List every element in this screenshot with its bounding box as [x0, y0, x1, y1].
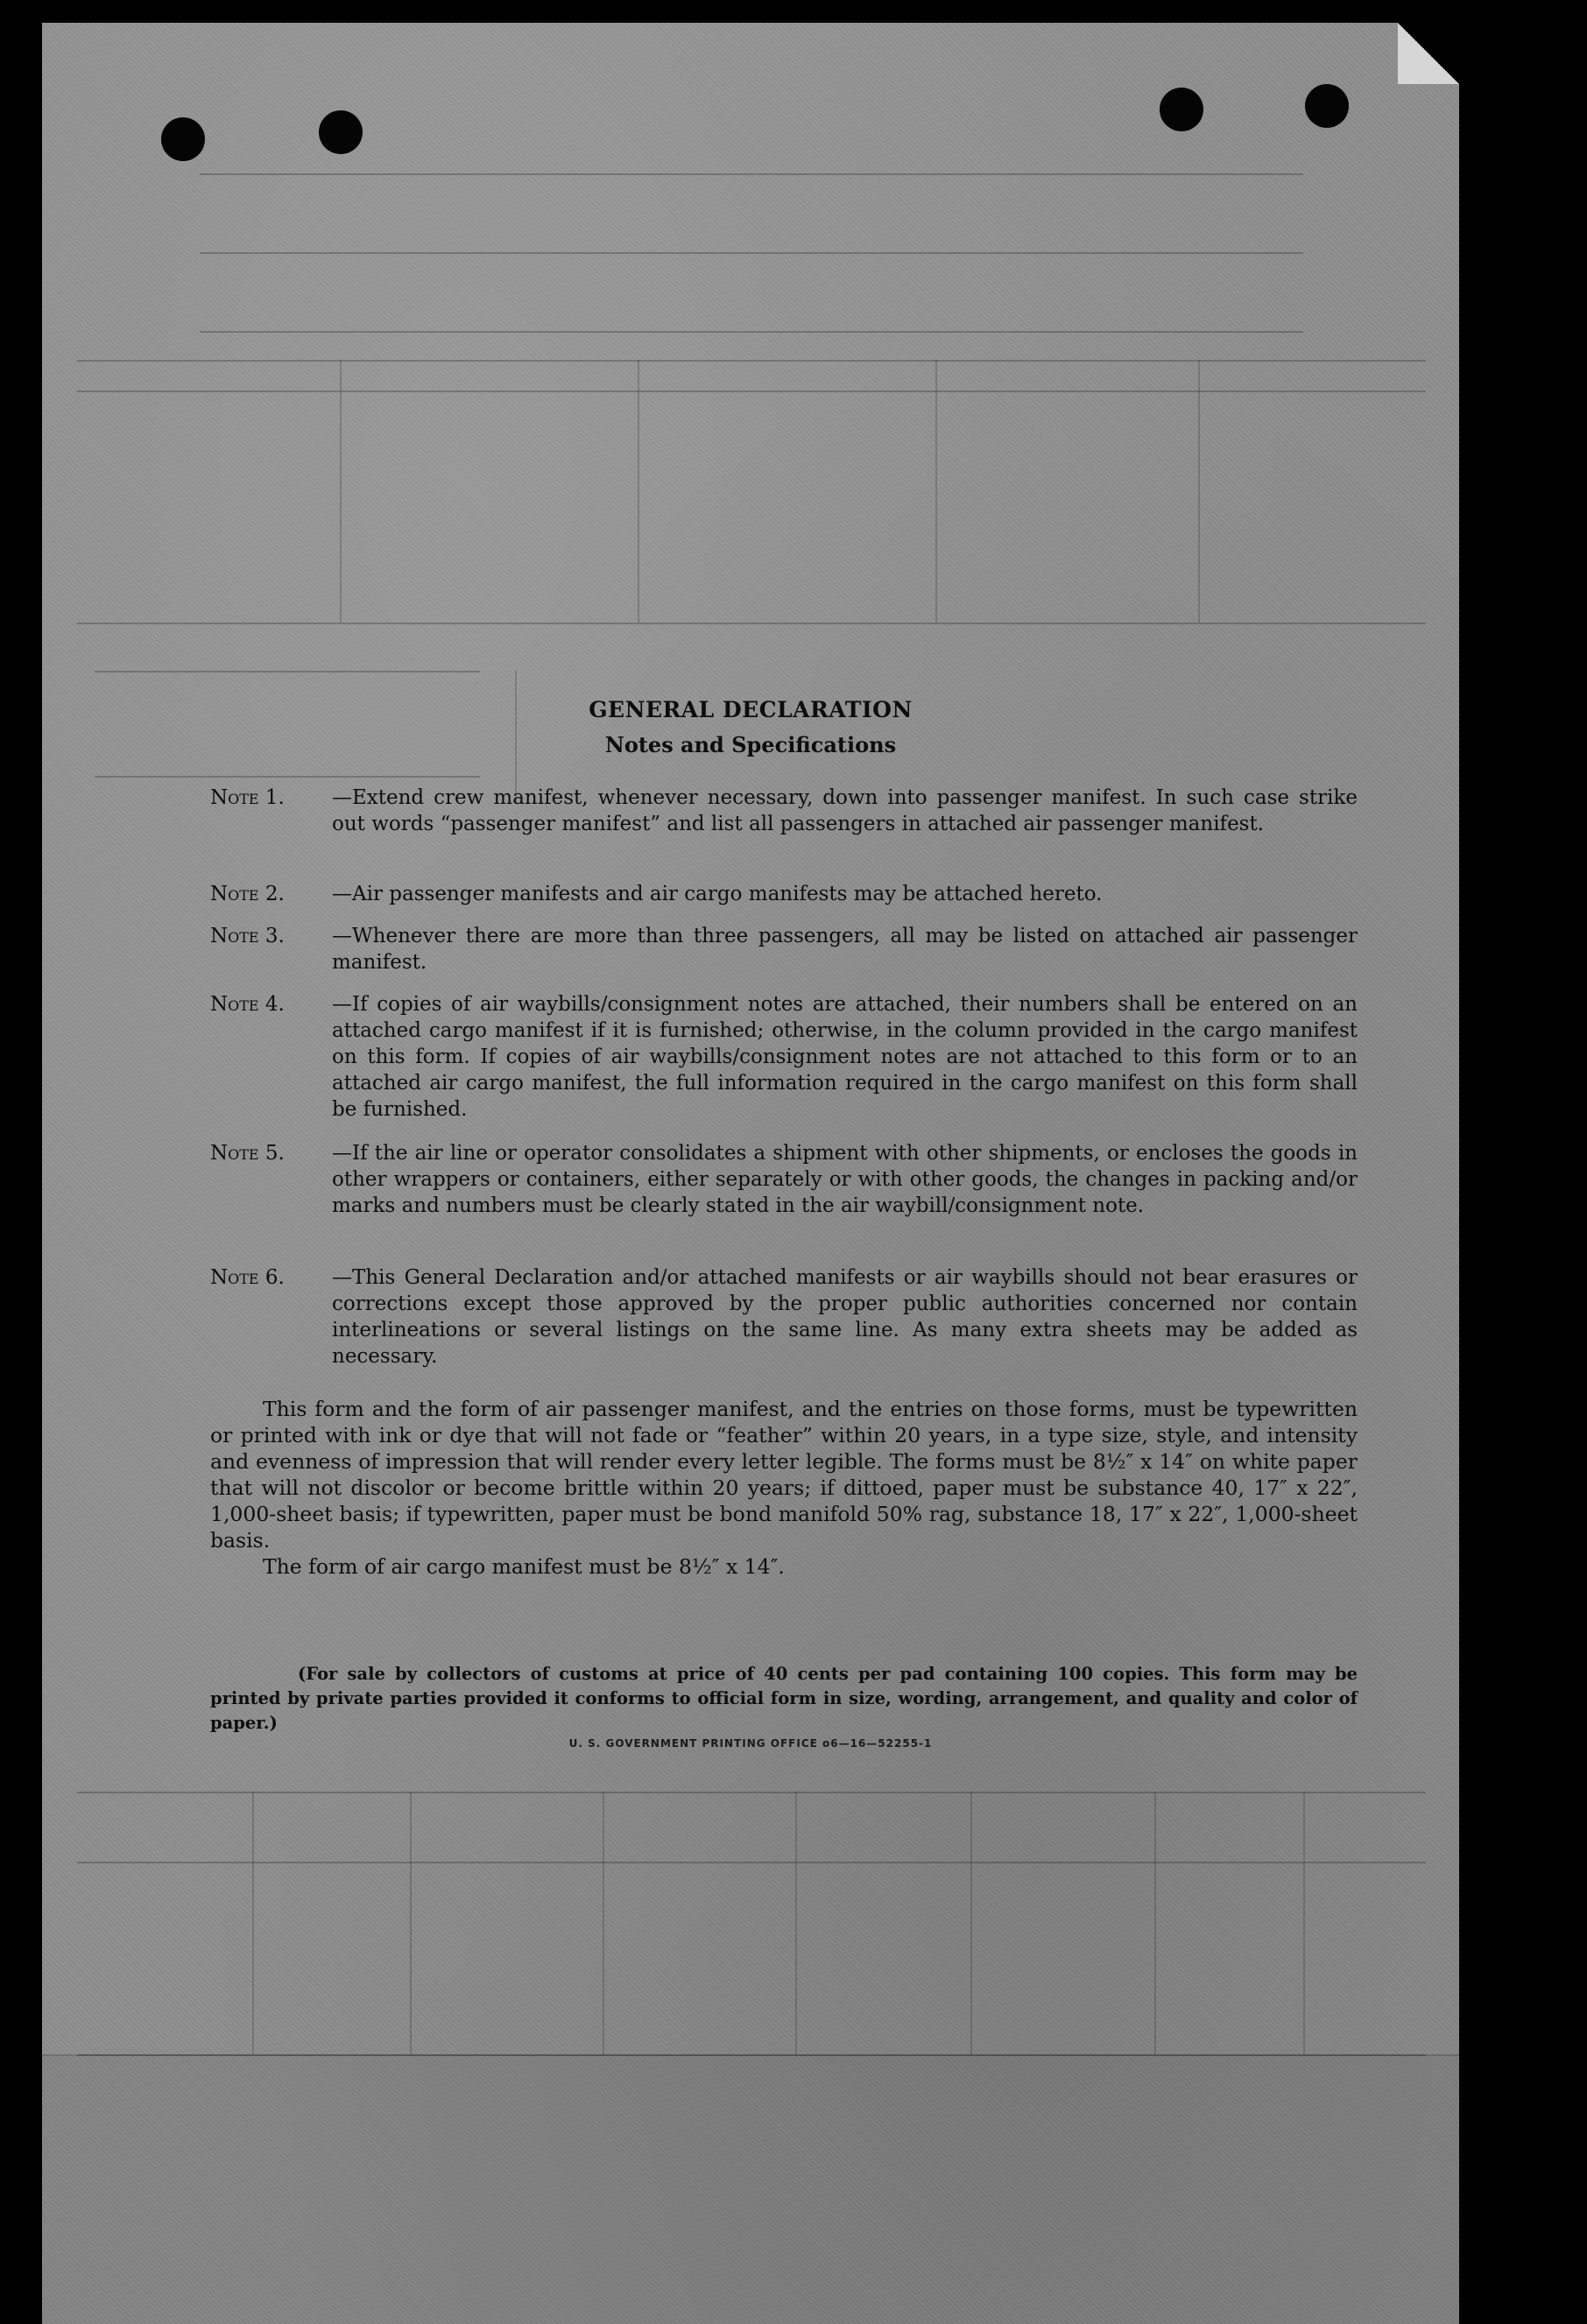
note-label: Note 1. — [210, 786, 285, 809]
show-through-rule — [77, 1792, 1426, 1793]
show-through-rule — [200, 252, 1303, 254]
show-through-rule — [77, 1862, 1426, 1863]
punch-hole-right-2 — [1305, 84, 1349, 128]
note-label: Note 6. — [210, 1266, 285, 1289]
folded-corner — [1398, 23, 1459, 84]
show-through-rule — [77, 360, 1426, 362]
note-4 — [210, 991, 1358, 1123]
show-through-rule — [77, 623, 1426, 624]
sale-notice — [210, 1662, 1358, 1736]
note-label: Note 3. — [210, 925, 285, 947]
page-subtitle: Notes and Specifications — [604, 732, 897, 757]
note-6 — [210, 1264, 1358, 1370]
show-through-rule — [95, 776, 480, 778]
note-text: —Whenever there are more than three passengers, all may be listed on attached air passenger manifest. — [332, 925, 1358, 974]
note-text: —If copies of air waybills/consignment notes are attached, their numbers shall be entered on an attached cargo manifest if it is furnished; otherwise, in the column provided in the cargo manifest on this form. If copies of air waybills/consignment notes are not attached to this form or to an attached air cargo manifest, the full information required in the cargo manifest on this form shall be furnished. — [332, 993, 1358, 1121]
punch-hole-left-2 — [319, 110, 363, 154]
show-through-rule — [77, 391, 1426, 392]
note-3 — [210, 923, 1358, 975]
show-through-rule — [252, 1792, 254, 2054]
form-requirements-text: This form and the form of air passenger manifest, and the entries on those forms, must be typewritten or printed with ink or dye that will not fade or “feather” within 20 years, in a type size, style, and intensity and evenness of impression that will render every letter legible. The forms must be 8½″ x 14″ on white paper that will not discolor or become brittle within 20 years; if dittoed, paper must be substance 40, 17″ x 22″, 1,000-sheet basis; if typewritten, paper must be bond manifold 50% rag, substance 18, 17″ x 22″, 1,000-sheet basis. — [210, 1397, 1358, 1553]
page-title: GENERAL DECLARATION — [589, 697, 913, 722]
sale-notice-text: (For sale by collectors of customs at price of 40 cents per pad containing 100 copies. This form may be printed by private parties provided it conforms to official form in size, wording, arrangement, and quality and color of paper.) — [210, 1664, 1358, 1733]
note-label: Note 2. — [210, 883, 285, 905]
note-label: Note 5. — [210, 1142, 285, 1165]
form-requirements-paragraph — [210, 1396, 1358, 1580]
show-through-rule — [1198, 360, 1200, 623]
show-through-rule — [95, 671, 480, 673]
note-text: —If the air line or operator consolidates a shipment with other shipments, or encloses the goods in other wrappers or containers, either separately or with other goods, the changes in packing and/or marks and numbers must be clearly stated in the air waybill/consignment note. — [332, 1142, 1358, 1217]
show-through-rule — [935, 360, 937, 623]
show-through-rule — [1154, 1792, 1156, 2054]
show-through-rule — [638, 360, 639, 623]
cargo-size-text: The form of air cargo manifest must be 8½″ x 14″. — [263, 1554, 785, 1579]
show-through-rule — [603, 1792, 604, 2054]
punch-hole-left-1 — [161, 117, 205, 161]
note-5 — [210, 1140, 1358, 1219]
show-through-rule — [200, 173, 1303, 175]
note-2 — [210, 881, 1358, 907]
note-text: —This General Declaration and/or attached manifests or air waybills should not bear erasures or corrections except those approved by the proper public authorities concerned nor contain interlineations or several listings on the same line. As many extra sheets may be added as necessary. — [332, 1266, 1358, 1368]
show-through-rule — [410, 1792, 412, 2054]
punch-hole-right-1 — [1160, 88, 1203, 131]
note-text: —Extend crew manifest, whenever necessary, down into passenger manifest. In such case strike out words “passenger manifest” and list all passengers in attached air passenger manifest. — [332, 786, 1358, 835]
lower-fold-band — [42, 2054, 1459, 2324]
show-through-rule — [795, 1792, 797, 2054]
show-through-rule — [1303, 1792, 1305, 2054]
show-through-rule — [200, 331, 1303, 333]
note-text: —Air passenger manifests and air cargo manifests may be attached hereto. — [332, 883, 1103, 905]
show-through-rule — [340, 360, 342, 623]
note-1 — [210, 785, 1358, 837]
note-label: Note 4. — [210, 993, 285, 1016]
printing-office-line: U. S. GOVERNMENT PRINTING OFFICE o6—16—52255-1 — [568, 1737, 933, 1750]
show-through-rule — [970, 1792, 972, 2054]
document-sheet — [42, 23, 1459, 2324]
